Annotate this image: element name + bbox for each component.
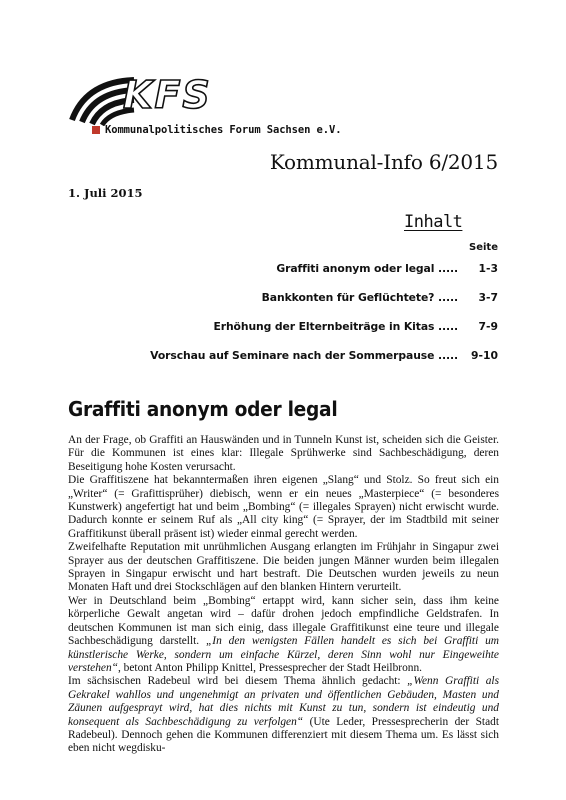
toc-item-title: Bankkonten für Geflüchtete? ..... <box>261 291 458 304</box>
toc-item-pages: 3-7 <box>478 291 498 304</box>
toc-item-pages: 9-10 <box>470 349 498 362</box>
article-paragraph <box>68 675 499 755</box>
toc-item-title: Vorschau auf Seminare nach der Sommerpause ..... <box>150 349 458 362</box>
logo-wordmark: KFS <box>123 73 212 117</box>
org-line <box>92 124 341 136</box>
toc-item-pages: 1-3 <box>478 262 498 275</box>
article-quote: „Wenn Graffiti als Gekrakel wahllos und ungenehmigt an privaten und öffentlichen Gebäuden, Masten und Zäunen aufgesprayt wird, hat dies nichts mit Kunst zu tun, sondern ist eindeutig und konsequent als Sachbeschädigung zu verfolgen“ <box>68 675 500 728</box>
toc-item[interactable] <box>68 320 498 349</box>
article-body <box>68 434 499 756</box>
article-text: , betont Anton Philipp Knittel, Pressesprecher der Stadt Heilbronn. <box>117 661 423 674</box>
toc-item[interactable] <box>68 291 498 320</box>
toc-page-label: Seite <box>469 242 498 253</box>
toc-list <box>68 262 498 378</box>
article-heading: Graffiti anonym oder legal <box>68 397 338 421</box>
article-text: Wer in Deutschland beim „Bombing“ ertappt wird, kann sicher sein, dass ihm keine körperliche Gewalt angetan wird – dafür drohen jedoch empfindliche Geldstrafen. In deutschen Kommunen ist man sich einig, dass illegale Graffitikunst eine teure und illegale Sachbeschädigung darstellt. <box>68 594 499 648</box>
issue-date: 1. Juli 2015 <box>68 186 143 200</box>
article-paragraph: Die Graffitiszene hat bekanntermaßen ihren eigenen „Slang“ und Stolz. So freut sich ein „Writer“ (= Grafittisprüher) diebisch, wenn er ein neues „Masterpiece“ (= besonderes Kunstwerk) angefertigt hat und beim „Bombing“ (= illegales Sprayen) nicht erwischt wurde. Dadurch konnte er seinem Ruf als „All city king“ (= Sprayer, der im Stadtbild mit seiner Graffitikunst überall präsent ist) wieder einmal gerecht werden. <box>68 474 499 540</box>
toc-item-pages: 7-9 <box>478 320 498 333</box>
toc-item[interactable] <box>68 262 498 291</box>
issue-title: Kommunal-Info 6/2015 <box>269 150 498 174</box>
toc-item-title: Erhöhung der Elternbeiträge in Kitas ..... <box>213 320 458 333</box>
toc-item-title: Graffiti anonym oder legal ..... <box>276 262 458 275</box>
toc-item[interactable] <box>68 349 498 378</box>
article-text: Im sächsischen Radebeul wird bei diesem Thema ähnlich gedacht: <box>68 675 408 688</box>
article-quote: „In den wenigsten Fällen handelt es sich bei Graffiti um künstlerische Werke, sondern um einfache Kürzel, deren Sinn wohl nur Eingeweihte verstehen“ <box>68 635 499 674</box>
article-text: (Ute Leder, Pressesprecherin der Stadt Radebeul). Dennoch gehen die Kommunen differenziert mit diesem Thema um. Es lässt sich eben nicht wegdisku- <box>68 715 499 755</box>
org-name: Kommunalpolitisches Forum Sachsen e.V. <box>105 124 342 136</box>
article-paragraph: An der Frage, ob Graffiti an Hauswänden und in Tunneln Kunst ist, scheiden sich die Geister. Für die Kommunen ist eines klar: Illegale Sprühwerke sind Sachbeschädigung, deren Beseitigung hohe Kosten verursacht. <box>68 434 499 473</box>
article-paragraph: Zweifelhafte Reputation mit unrühmlichen Ausgang erlangten im Frühjahr in Singapur zwei Sprayer aus der deutschen Graffitiszene. Die beiden jungen Männer wurden beim illegalen Sprayen in Singapur erwischt und hart bestraft. Die Deutschen wurden jeweils zu neun Monaten Haft und drei Stockschlägen auf den blanken Hintern verurteilt. <box>68 541 499 594</box>
brand-square-icon <box>92 126 100 134</box>
toc-heading: Inhalt <box>404 212 463 232</box>
article-paragraph <box>68 595 499 675</box>
